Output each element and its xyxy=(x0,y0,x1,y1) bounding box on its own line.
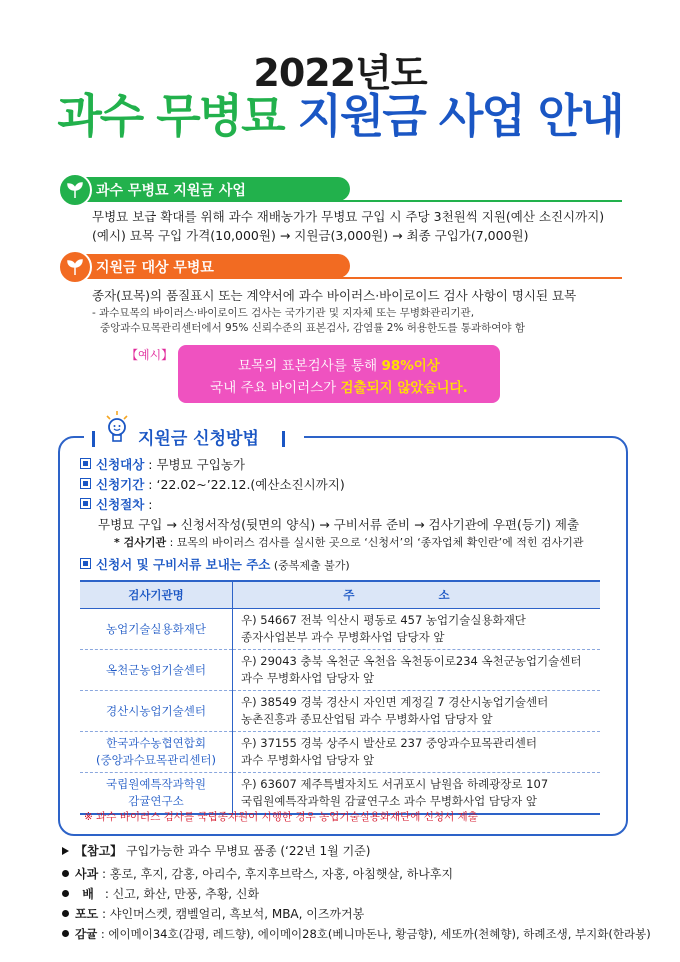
bullet-square-icon xyxy=(80,458,91,469)
item-label: 신청절차 xyxy=(96,497,145,512)
note-label: * 검사기관 xyxy=(114,536,167,549)
address-table xyxy=(80,580,600,815)
table-row xyxy=(80,650,600,691)
address-heading xyxy=(80,556,350,575)
reference-title-bold: 【참고】 xyxy=(75,844,123,858)
org-cell: 경산시농업기술센터 xyxy=(80,691,233,732)
variety-value: : 에이메이34호(감평, 레드향), 에이메이28호(베니마돈나, 황금향), 세또까(천혜향), 하례조생, 부지화(한라봉) xyxy=(97,927,651,941)
address-line: 농촌진흥과 종묘산업팀 과수 무병화사업 담당자 앞 xyxy=(241,712,493,726)
note-value: : 묘목의 바이러스 검사를 실시한 곳으로 ‘신청서’의 ‘종자업체 확인란’에 적힌 검사기관 xyxy=(166,536,584,549)
example-highlight: 검출되지 않았습니다. xyxy=(340,380,468,396)
address-line: 우) 63607 제주특별자치도 서귀포시 남원읍 하례광장로 107 xyxy=(241,777,549,791)
apply-target xyxy=(80,456,245,474)
variety-pear xyxy=(62,884,259,904)
title-green: 과수 무병묘 xyxy=(57,89,284,143)
triangle-bullet-icon xyxy=(62,847,69,855)
address-line: 종자사업본부 과수 무병화사업 담당자 앞 xyxy=(241,630,445,644)
variety-grape xyxy=(62,904,364,924)
page-title xyxy=(0,88,680,144)
address-cell xyxy=(233,773,601,815)
example-text: 국내 주요 바이러스가 xyxy=(210,380,341,396)
bullet-square-icon xyxy=(80,558,91,569)
address-line: 과수 무병화사업 담당자 앞 xyxy=(241,753,375,767)
address-line: 과수 무병화사업 담당자 앞 xyxy=(241,671,375,685)
section2-note-2: 중앙과수묘목관리센터에서 95% 신뢰수준의 표본검사, 감염률 2% 허용한도를 통과하여야 함 xyxy=(100,322,526,334)
section-bar xyxy=(82,254,350,278)
example-text: 묘목의 표본검사를 통해 xyxy=(238,358,382,374)
org-cell: 옥천군농업기술센터 xyxy=(80,650,233,691)
inspector-note xyxy=(114,534,584,551)
section-header-target xyxy=(58,253,628,281)
sprout-icon xyxy=(58,250,92,284)
section2-text-1: 종자(묘목)의 품질표시 또는 계약서에 과수 바이러스·바이로이드 검사 사항이 명시된 묘목 xyxy=(92,288,577,303)
variety-label: 포도 xyxy=(75,907,99,921)
reference-title xyxy=(62,841,370,861)
org-cell: 한국과수농협연합회 (중앙과수묘목관리센터) xyxy=(80,732,233,773)
title-bar-right xyxy=(282,431,285,447)
item-label: 신청서 및 구비서류 보내는 주소 xyxy=(96,557,271,572)
red-note: ※ 과수 바이러스 검사를 국립종자원이 시행한 경우 농업기술실용화재단에 신청서 제출 xyxy=(84,811,478,823)
table-row xyxy=(80,609,600,650)
example-highlight: 98%이상 xyxy=(381,358,440,374)
title-blue: 지원금 사업 안내 xyxy=(297,89,623,143)
address-line: 우) 37155 경북 상주시 발산로 237 중앙과수묘목관리센터 xyxy=(241,736,538,750)
reference-title-text: 구입가능한 과수 무병묘 품종 (‘22년 1월 기준) xyxy=(122,844,371,858)
bullet-square-icon xyxy=(80,478,91,489)
section-bar xyxy=(82,177,350,201)
example-line-2 xyxy=(178,376,500,396)
title-bar-left xyxy=(92,431,95,447)
item-value: : 무병묘 구입농가 xyxy=(144,457,245,472)
address-line: 우) 29043 충북 옥천군 옥천읍 옥천동이로234 옥천군농업기술센터 xyxy=(241,654,582,668)
address-line: 국립원예특작과학원 감귤연구소 과수 무병화사업 담당자 앞 xyxy=(241,794,537,808)
table-row xyxy=(80,773,600,815)
address-cell xyxy=(233,650,601,691)
variety-label: 사과 xyxy=(75,867,99,881)
variety-apple xyxy=(62,864,453,884)
sprout-icon xyxy=(58,173,92,207)
apply-period xyxy=(80,476,345,494)
org-cell: 국립원예특작과학원 감귤연구소 xyxy=(80,773,233,815)
bullet-dot-icon xyxy=(62,890,69,897)
section1-text-2: (예시) 묘목 구입 가격(10,000원) → 지원금(3,000원) → 최종 구입가(7,000원) xyxy=(92,228,529,243)
item-value: (중복제출 불가) xyxy=(270,559,350,572)
address-line: 우) 38549 경북 경산시 자인면 계정길 7 경산시농업기술센터 xyxy=(241,695,549,709)
lightbulb-icon xyxy=(104,410,130,446)
address-cell xyxy=(233,609,601,650)
section-title: 과수 무병묘 지원금 사업 xyxy=(96,183,246,199)
variety-value: : 홍로, 후지, 감홍, 아리수, 후지후브락스, 자홍, 아침햇살, 하나후지 xyxy=(98,867,454,881)
bullet-square-icon xyxy=(80,498,91,509)
apply-procedure xyxy=(80,496,153,514)
table-header-row xyxy=(80,581,600,609)
column-header: 주 소 xyxy=(233,581,601,609)
item-value: : ‘22.02~’22.12.(예산소진시까지) xyxy=(144,477,345,492)
title-year: 2022년도 xyxy=(253,51,427,95)
address-line: 우) 54667 전북 익산시 평동로 457 농업기술실용화재단 xyxy=(241,613,526,627)
procedure-steps: 무병묘 구입 → 신청서작성(뒷면의 양식) → 구비서류 준비 → 검사기관에 우편(등기) 제출 xyxy=(98,517,580,532)
org-cell: 농업기술실용화재단 xyxy=(80,609,233,650)
section-header-program xyxy=(58,176,628,204)
bullet-dot-icon xyxy=(62,870,69,877)
section-title: 지원금 대상 무병묘 xyxy=(96,260,214,276)
variety-value: : 샤인머스켓, 캠벨얼리, 흑보석, MBA, 이즈까거봉 xyxy=(98,907,365,921)
variety-label: 배 xyxy=(82,887,94,901)
variety-label: 감귤 xyxy=(75,927,98,941)
address-cell xyxy=(233,691,601,732)
example-line-1 xyxy=(178,354,500,374)
section1-text-1: 무병묘 보급 확대를 위해 과수 재배농가가 무병묘 구입 시 주당 3천원씩 지원(예산 소진시까지) xyxy=(92,209,605,224)
section2-note-1: - 과수묘목의 바이러스·바이로이드 검사는 국가기관 및 지자체 또는 무병화관리기관, xyxy=(92,307,475,319)
item-label: 신청대상 xyxy=(96,457,145,472)
column-header: 검사기관명 xyxy=(80,581,233,609)
item-value: : xyxy=(144,497,153,512)
table-row xyxy=(80,691,600,732)
example-box xyxy=(178,345,500,403)
variety-citrus xyxy=(62,924,651,944)
table-row xyxy=(80,732,600,773)
example-label: 【예시】 xyxy=(126,348,174,362)
item-label: 신청기간 xyxy=(96,477,145,492)
bullet-dot-icon xyxy=(62,930,69,937)
address-cell xyxy=(233,732,601,773)
bullet-dot-icon xyxy=(62,910,69,917)
variety-value: : 신고, 화산, 만풍, 추황, 신화 xyxy=(101,887,260,901)
application-title: 지원금 신청방법 xyxy=(138,429,259,449)
